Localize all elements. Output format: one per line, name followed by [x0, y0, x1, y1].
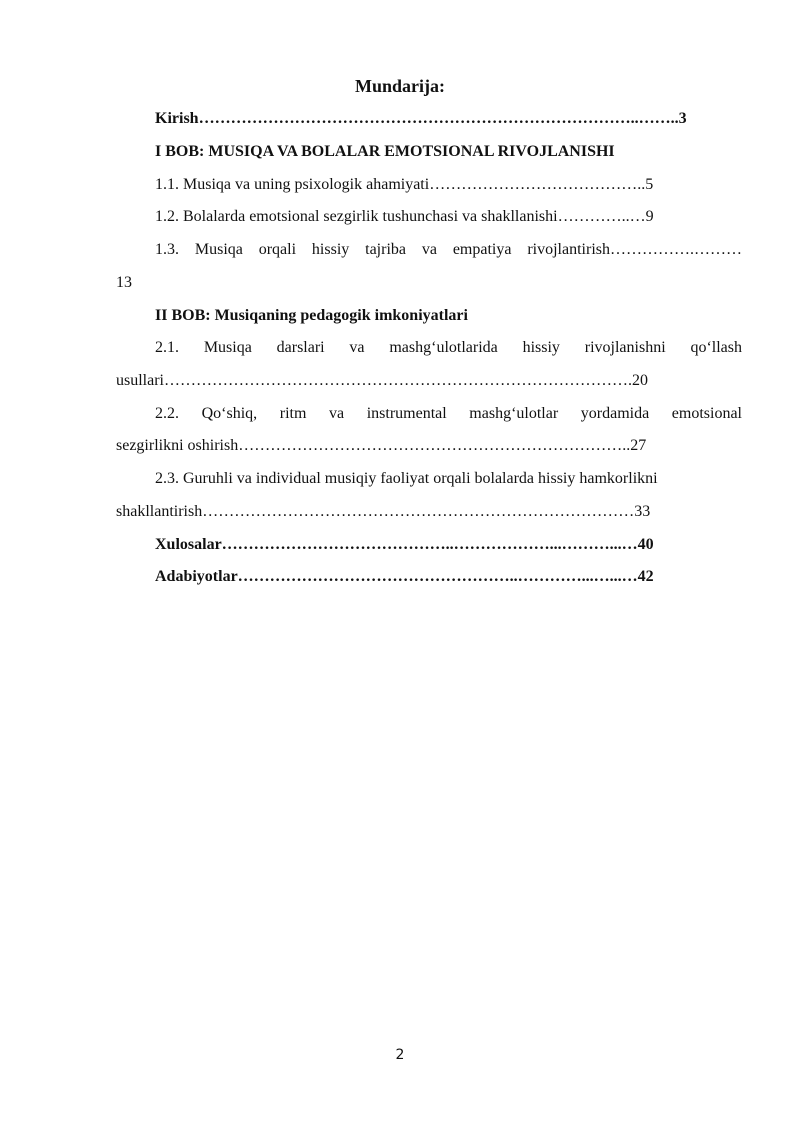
toc-entry-adabiyotlar: Adabiyotlar……………………………………………..…………...…...…42 — [155, 568, 654, 585]
toc-entry-2-2-cont: sezgirlikni oshirish………………………………………………………………..27 — [116, 437, 647, 454]
toc-entry-1-3-page: 13 — [116, 274, 132, 291]
page-number: 2 — [395, 1047, 405, 1063]
toc-entry-2-1-cont: usullari…………………………………………………………………………….20 — [116, 372, 648, 389]
toc-entry-xulosalar: Xulosalar……………………………………..………………...………...…40 — [155, 536, 654, 553]
toc-entry-1-2: 1.2. Bolalarda emotsional sezgirlik tushunchasi va shakllanishi…………..…9 — [155, 208, 654, 225]
toc-entry-2-2: 2.2. Qo‘shiq, ritm va instrumental mashg‘ulotlar yordamida emotsional — [155, 405, 742, 422]
toc-entry-1-3: 1.3. Musiqa orqali hissiy tajriba va empatiya rivojlantirish…………….……… — [155, 241, 742, 258]
toc-entry-2-3-cont: shakllantirish………………………………………………………………………33 — [116, 503, 651, 520]
toc-heading-chapter-1: I BOB: MUSIQA VA BOLALAR EMOTSIONAL RIVOJLANISHI — [155, 143, 615, 160]
toc-entry-2-3: 2.3. Guruhli va individual musiqiy faoliyat orqali bolalarda hissiy hamkorlikni — [155, 470, 658, 487]
toc-entry-2-1: 2.1. Musiqa darslari va mashg‘ulotlarida hissiy rivojlanishni qo‘llash — [155, 339, 742, 356]
toc-heading-chapter-2: II BOB: Musiqaning pedagogik imkoniyatlari — [155, 307, 468, 324]
toc-entry-1-1: 1.1. Musiqa va uning psixologik ahamiyati…………………………………..5 — [155, 176, 654, 193]
toc-entry-kirish: Kirish………………………………………………………………………..……..3 — [155, 110, 687, 127]
toc-title: Mundarija: — [355, 76, 445, 96]
